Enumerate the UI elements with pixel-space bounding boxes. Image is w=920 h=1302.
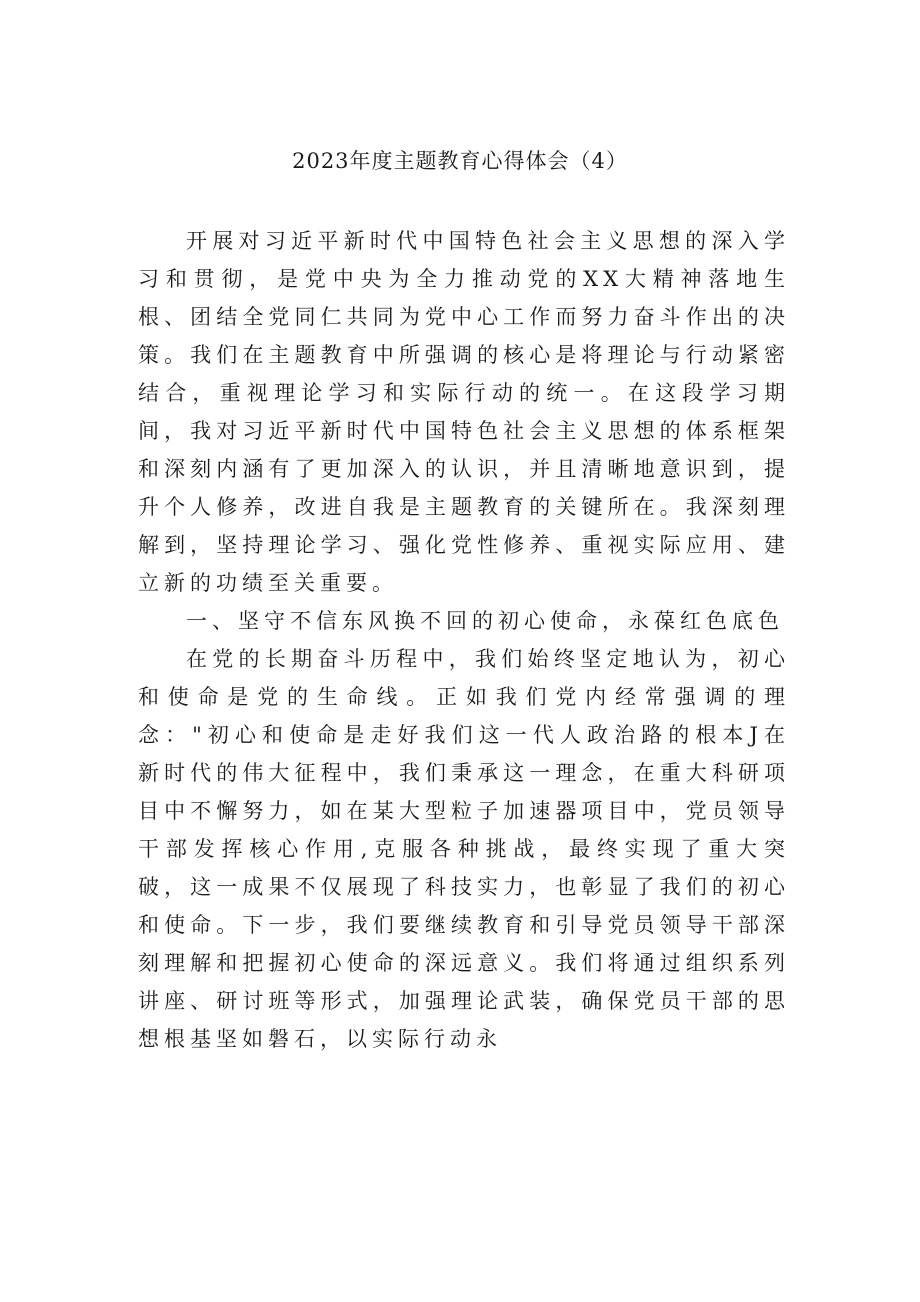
document-title: 2023年度主题教育心得体会（4）	[292, 149, 628, 173]
document-body	[138, 222, 790, 1058]
section-heading: 一、坚守不信东风换不回的初心使命，永葆红色底色	[186, 609, 784, 633]
intro-paragraph: 开展对习近平新时代中国特色社会主义思想的深入学习和贯彻，是党中央为全力推动党的XX大精神落地生根、团结全党同仁共同为党中心工作而努力奋斗作出的决策。我们在主题教育中所强调的核心是将理论与行动紧密结合，重视理论学习和实际行动的统一。在这段学习期间，我对习近平新时代中国特色社会主义思想的体系框架和深刻内涵有了更加深入的认识，并且清晰地意识到，提升个人修养，改进自我是主题教育的关键所在。我深刻理解到，坚持理论学习、强化党性修养、重视实际应用、建立新的功绩至关重要。	[138, 229, 790, 595]
section-paragraph: 在党的长期奋斗历程中，我们始终坚定地认为，初心和使命是党的生命线。正如我们党内经常强调的理念："初心和使命是走好我们这一代人政治路的根本J在新时代的伟大征程中，我们秉承这一理念，在重大科研项目中不懈努力，如在某大型粒子加速器项目中，党员领导干部发挥核心作用,克服各种挑战，最终实现了重大突破，这一成果不仅展现了科技实力，也彰显了我们的初心和使命。下一步，我们要继续教育和引导党员领导干部深刻理解和把握初心使命的深远意义。我们将通过组织系列讲座、研讨班等形式，加强理论武装，确保党员干部的思想根基坚如磐石，以实际行动永	[138, 647, 790, 1051]
